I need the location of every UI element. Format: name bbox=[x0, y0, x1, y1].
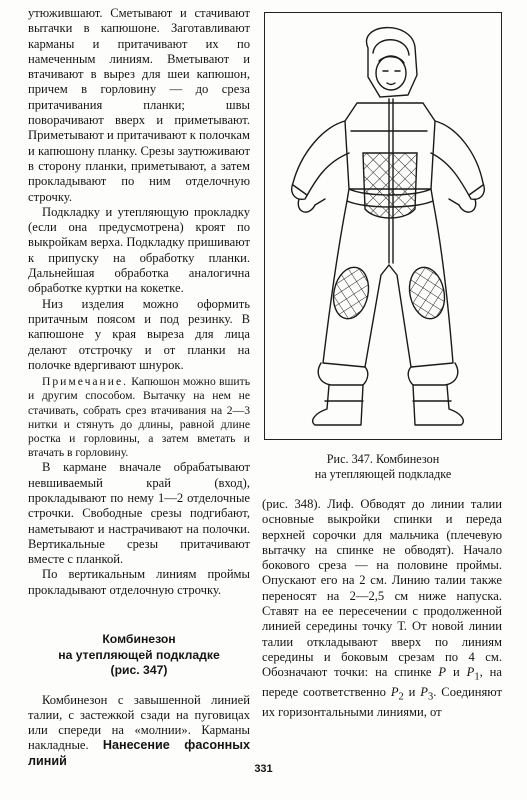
chest-quilted-patch bbox=[363, 153, 417, 218]
point-p2: Р bbox=[390, 685, 399, 700]
construction-text-a: (рис. 348). Лиф. Обводят до линии талии основные выкройки спинки и переда верхней сорочки для мальчика (плечевую вытачку на спинке не обводят). Начало бокового среза — на половине проймы. Опускают его на 2 см. Линию талии также переносят на 2—2,5 см ниже напуска. Ставят на ее пересечении с продолженной линией середины точку Т. От новой линии талии откладывают вверх по линиям середины и боковым срезам по 4 см. Обозначают точки: на спинке bbox=[262, 497, 502, 680]
mouth bbox=[387, 83, 395, 85]
conjunction-1: и bbox=[446, 665, 467, 680]
point-p1: Р bbox=[466, 665, 475, 680]
note-text: Капюшон можно вшить и другим способом. Вытачку на нем не стачивать, собрать срез втачивания на 2—3 нитки и стянуть до длины, равной длине ростка и горловины, а затем вметать и втачать в горловину. bbox=[28, 375, 250, 460]
figure-347-frame bbox=[264, 12, 502, 440]
subscript-2: 2 bbox=[398, 691, 404, 703]
left-hand bbox=[298, 199, 325, 212]
right-boot bbox=[413, 385, 463, 425]
subscript-3: 3 bbox=[428, 691, 434, 703]
paragraph-lining: Подкладку и утепляющую прокладку (если она предусмотрена) кроят по выкройкам верха. Подкладку пришивают к припуску на обработку планки. Дальнейшая обработка аналогична обработке куртки на кокетке. bbox=[28, 204, 250, 296]
overalls-illustration bbox=[265, 13, 503, 441]
right-text-column bbox=[262, 497, 502, 720]
caption-line-1: Рис. 347. Комбинезон bbox=[326, 452, 440, 466]
overall-description-text: Комбинезон с завышенной линией талии, с застежкой сзади на пуговицах или спереди на «молнии». Карманы накладные. bbox=[28, 692, 250, 753]
paragraph-hem: Низ изделия можно оформить притачным поясом и под резинку. В капюшоне у края выреза для лица делают отстрочку и от планки на полочке вдергивают шнурок. bbox=[28, 296, 250, 372]
paragraph-overall-description bbox=[28, 693, 250, 769]
paragraph-pattern-construction bbox=[262, 497, 502, 720]
section-heading bbox=[28, 632, 250, 679]
figure-caption bbox=[264, 452, 502, 482]
subscript-1: 1 bbox=[474, 671, 480, 683]
conjunction-2: и bbox=[403, 685, 421, 700]
hair-line bbox=[379, 57, 404, 63]
hood-outline bbox=[367, 28, 417, 97]
note-paragraph bbox=[28, 375, 250, 460]
paragraph-pocket: В кармане вначале обрабатывают невшиваемый край (вход), прокладывают по нему 1—2 отделочные строчки. Свободные срезы подгибают, наметывают и настрачивают на полочки. Вертикальные срезы притачивают вместе с планкой. bbox=[28, 460, 250, 567]
left-boot bbox=[313, 385, 363, 425]
right-sleeve bbox=[431, 121, 484, 199]
left-text-column bbox=[28, 6, 250, 769]
note-label: Примечание. bbox=[42, 375, 128, 389]
point-p3: Р bbox=[420, 685, 428, 700]
bold-term-style-lines: Нанесение фасонных линий bbox=[28, 738, 250, 768]
paragraph-armhole: По вертикальным линиям проймы прокладывают отделочную строчку. bbox=[28, 567, 250, 597]
construction-text-c: . Соединяют их горизонтальными линиями, от bbox=[262, 685, 502, 719]
heading-figure-ref: (рис. 347) bbox=[110, 663, 168, 678]
construction-text-b: , на переде соответственно bbox=[262, 665, 502, 700]
paragraph-sewing-steps: утюжившают. Сметывают и стачивают вытачки в капюшоне. Заготавливают карманы и притачивают их по намеченным линиям. Вметывают и втачивают в вырез для шеи капюшон, причем в горловину — до среза притачивания планки; швы поворачивают вверх и приметывают. Приметывают и притачивают к полочкам и капюшону планку. Срезы заутюживают в сторону планки, приметывают, а затем прокладывают по ним отделочную строчку. bbox=[28, 6, 250, 204]
heading-title: Комбинезон bbox=[102, 632, 176, 647]
caption-line-2: на утепляющей подкладке bbox=[314, 467, 452, 481]
hood-seam bbox=[373, 40, 409, 55]
point-p: Р bbox=[438, 665, 447, 680]
page-number: 331 bbox=[254, 763, 273, 775]
left-sleeve bbox=[292, 121, 349, 199]
right-knee-patch bbox=[405, 264, 449, 322]
heading-subtitle: на утепляющей подкладке bbox=[58, 647, 220, 662]
right-hand bbox=[449, 199, 476, 212]
